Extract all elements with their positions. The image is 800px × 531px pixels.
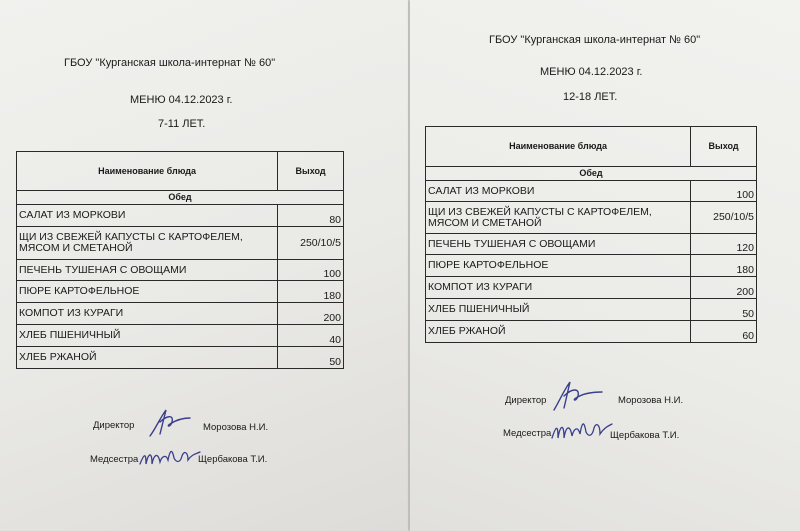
- director-signature-icon: [550, 378, 610, 414]
- table-row: [426, 202, 757, 234]
- dish-name: САЛАТ ИЗ МОРКОВИ: [426, 181, 691, 202]
- dish-name: ХЛЕБ ПШЕНИЧНЫЙ: [17, 325, 278, 347]
- dish-name: ХЛЕБ РЖАНОЙ: [17, 347, 278, 369]
- director-signature-icon: [146, 404, 210, 440]
- section-lunch: Обед: [426, 167, 757, 181]
- table-row: [17, 325, 344, 347]
- menu-table: [16, 151, 344, 369]
- table-header-row: [426, 127, 757, 167]
- nurse-label: Медсестра: [90, 454, 139, 465]
- dish-yield: 40: [278, 325, 344, 347]
- menu-table: [425, 126, 757, 343]
- school-name: ГБОУ "Курганская школа-интернат № 60": [489, 34, 701, 46]
- nurse-name: Щербакова Т.И.: [198, 454, 268, 465]
- table-row: [426, 255, 757, 277]
- table-row: [17, 303, 344, 325]
- age-group: 12-18 ЛЕТ.: [563, 91, 618, 103]
- menu-date: МЕНЮ 04.12.2023 г.: [130, 94, 233, 106]
- director-label: Директор: [93, 420, 135, 431]
- dish-yield: 180: [278, 281, 344, 303]
- dish-yield: 100: [278, 260, 344, 281]
- dish-yield: 200: [691, 277, 757, 299]
- menu-date: МЕНЮ 04.12.2023 г.: [540, 66, 643, 78]
- dish-name: ПЕЧЕНЬ ТУШЕНАЯ С ОВОЩАМИ: [17, 260, 278, 281]
- table-row: [17, 205, 344, 227]
- nurse-signature-icon: [550, 416, 614, 446]
- age-group: 7-11 ЛЕТ.: [158, 118, 206, 130]
- nurse-label: Медсестра: [503, 428, 552, 439]
- dish-name: ХЛЕБ ПШЕНИЧНЫЙ: [426, 299, 691, 321]
- menu-sheet-12-18: [410, 0, 800, 531]
- dish-name-line: ЩИ ИЗ СВЕЖЕЙ КАПУСТЫ С КАРТОФЕЛЕМ,: [428, 205, 652, 218]
- nurse-signature-icon: [138, 444, 204, 470]
- director-name: Морозова Н.И.: [618, 395, 684, 406]
- dish-name: КОМПОТ ИЗ КУРАГИ: [17, 303, 278, 325]
- dish-name: [426, 202, 691, 234]
- table-row: [426, 277, 757, 299]
- col-header-yield: Выход: [278, 152, 344, 191]
- table-row: [17, 227, 344, 260]
- dish-name-line: ЩИ ИЗ СВЕЖЕЙ КАПУСТЫ С КАРТОФЕЛЕМ,: [19, 231, 243, 243]
- dish-name: САЛАТ ИЗ МОРКОВИ: [17, 205, 278, 227]
- table-header-row: [17, 152, 344, 191]
- dish-yield: 250/10/5: [691, 202, 757, 234]
- dish-name-line: МЯСОМ И СМЕТАНОЙ: [428, 216, 542, 229]
- dish-yield: 100: [691, 181, 757, 202]
- section-lunch: Обед: [17, 191, 344, 205]
- section-row: [17, 191, 344, 205]
- col-header-dish: Наименование блюда: [17, 152, 278, 191]
- table-row: [17, 260, 344, 281]
- dish-name: ПЕЧЕНЬ ТУШЕНАЯ С ОВОЩАМИ: [426, 234, 691, 255]
- section-row: [426, 167, 757, 181]
- director-name: Морозова Н.И.: [203, 422, 269, 433]
- dish-yield: 80: [278, 205, 344, 227]
- table-row: [426, 321, 757, 343]
- col-header-yield: Выход: [691, 127, 757, 167]
- dish-name: [17, 227, 278, 260]
- table-row: [426, 181, 757, 202]
- col-header-dish: Наименование блюда: [426, 127, 691, 167]
- dish-name: ПЮРЕ КАРТОФЕЛЬНОЕ: [17, 281, 278, 303]
- nurse-name: Щербакова Т.И.: [610, 430, 680, 441]
- director-label: Директор: [505, 395, 547, 406]
- dish-name: ПЮРЕ КАРТОФЕЛЬНОЕ: [426, 255, 691, 277]
- table-row: [426, 299, 757, 321]
- table-row: [17, 347, 344, 369]
- dish-yield: 180: [691, 255, 757, 277]
- dish-name: ХЛЕБ РЖАНОЙ: [426, 321, 691, 343]
- dish-yield: 50: [278, 347, 344, 369]
- table-row: [17, 281, 344, 303]
- dish-name-line: МЯСОМ И СМЕТАНОЙ: [19, 242, 133, 254]
- dish-yield: 120: [691, 234, 757, 255]
- dish-name: КОМПОТ ИЗ КУРАГИ: [426, 277, 691, 299]
- dish-yield: 250/10/5: [278, 227, 344, 260]
- table-row: [426, 234, 757, 255]
- school-name: ГБОУ "Курганская школа-интернат № 60": [64, 57, 276, 69]
- dish-yield: 50: [691, 299, 757, 321]
- dish-yield: 200: [278, 303, 344, 325]
- dish-yield: 60: [691, 321, 757, 343]
